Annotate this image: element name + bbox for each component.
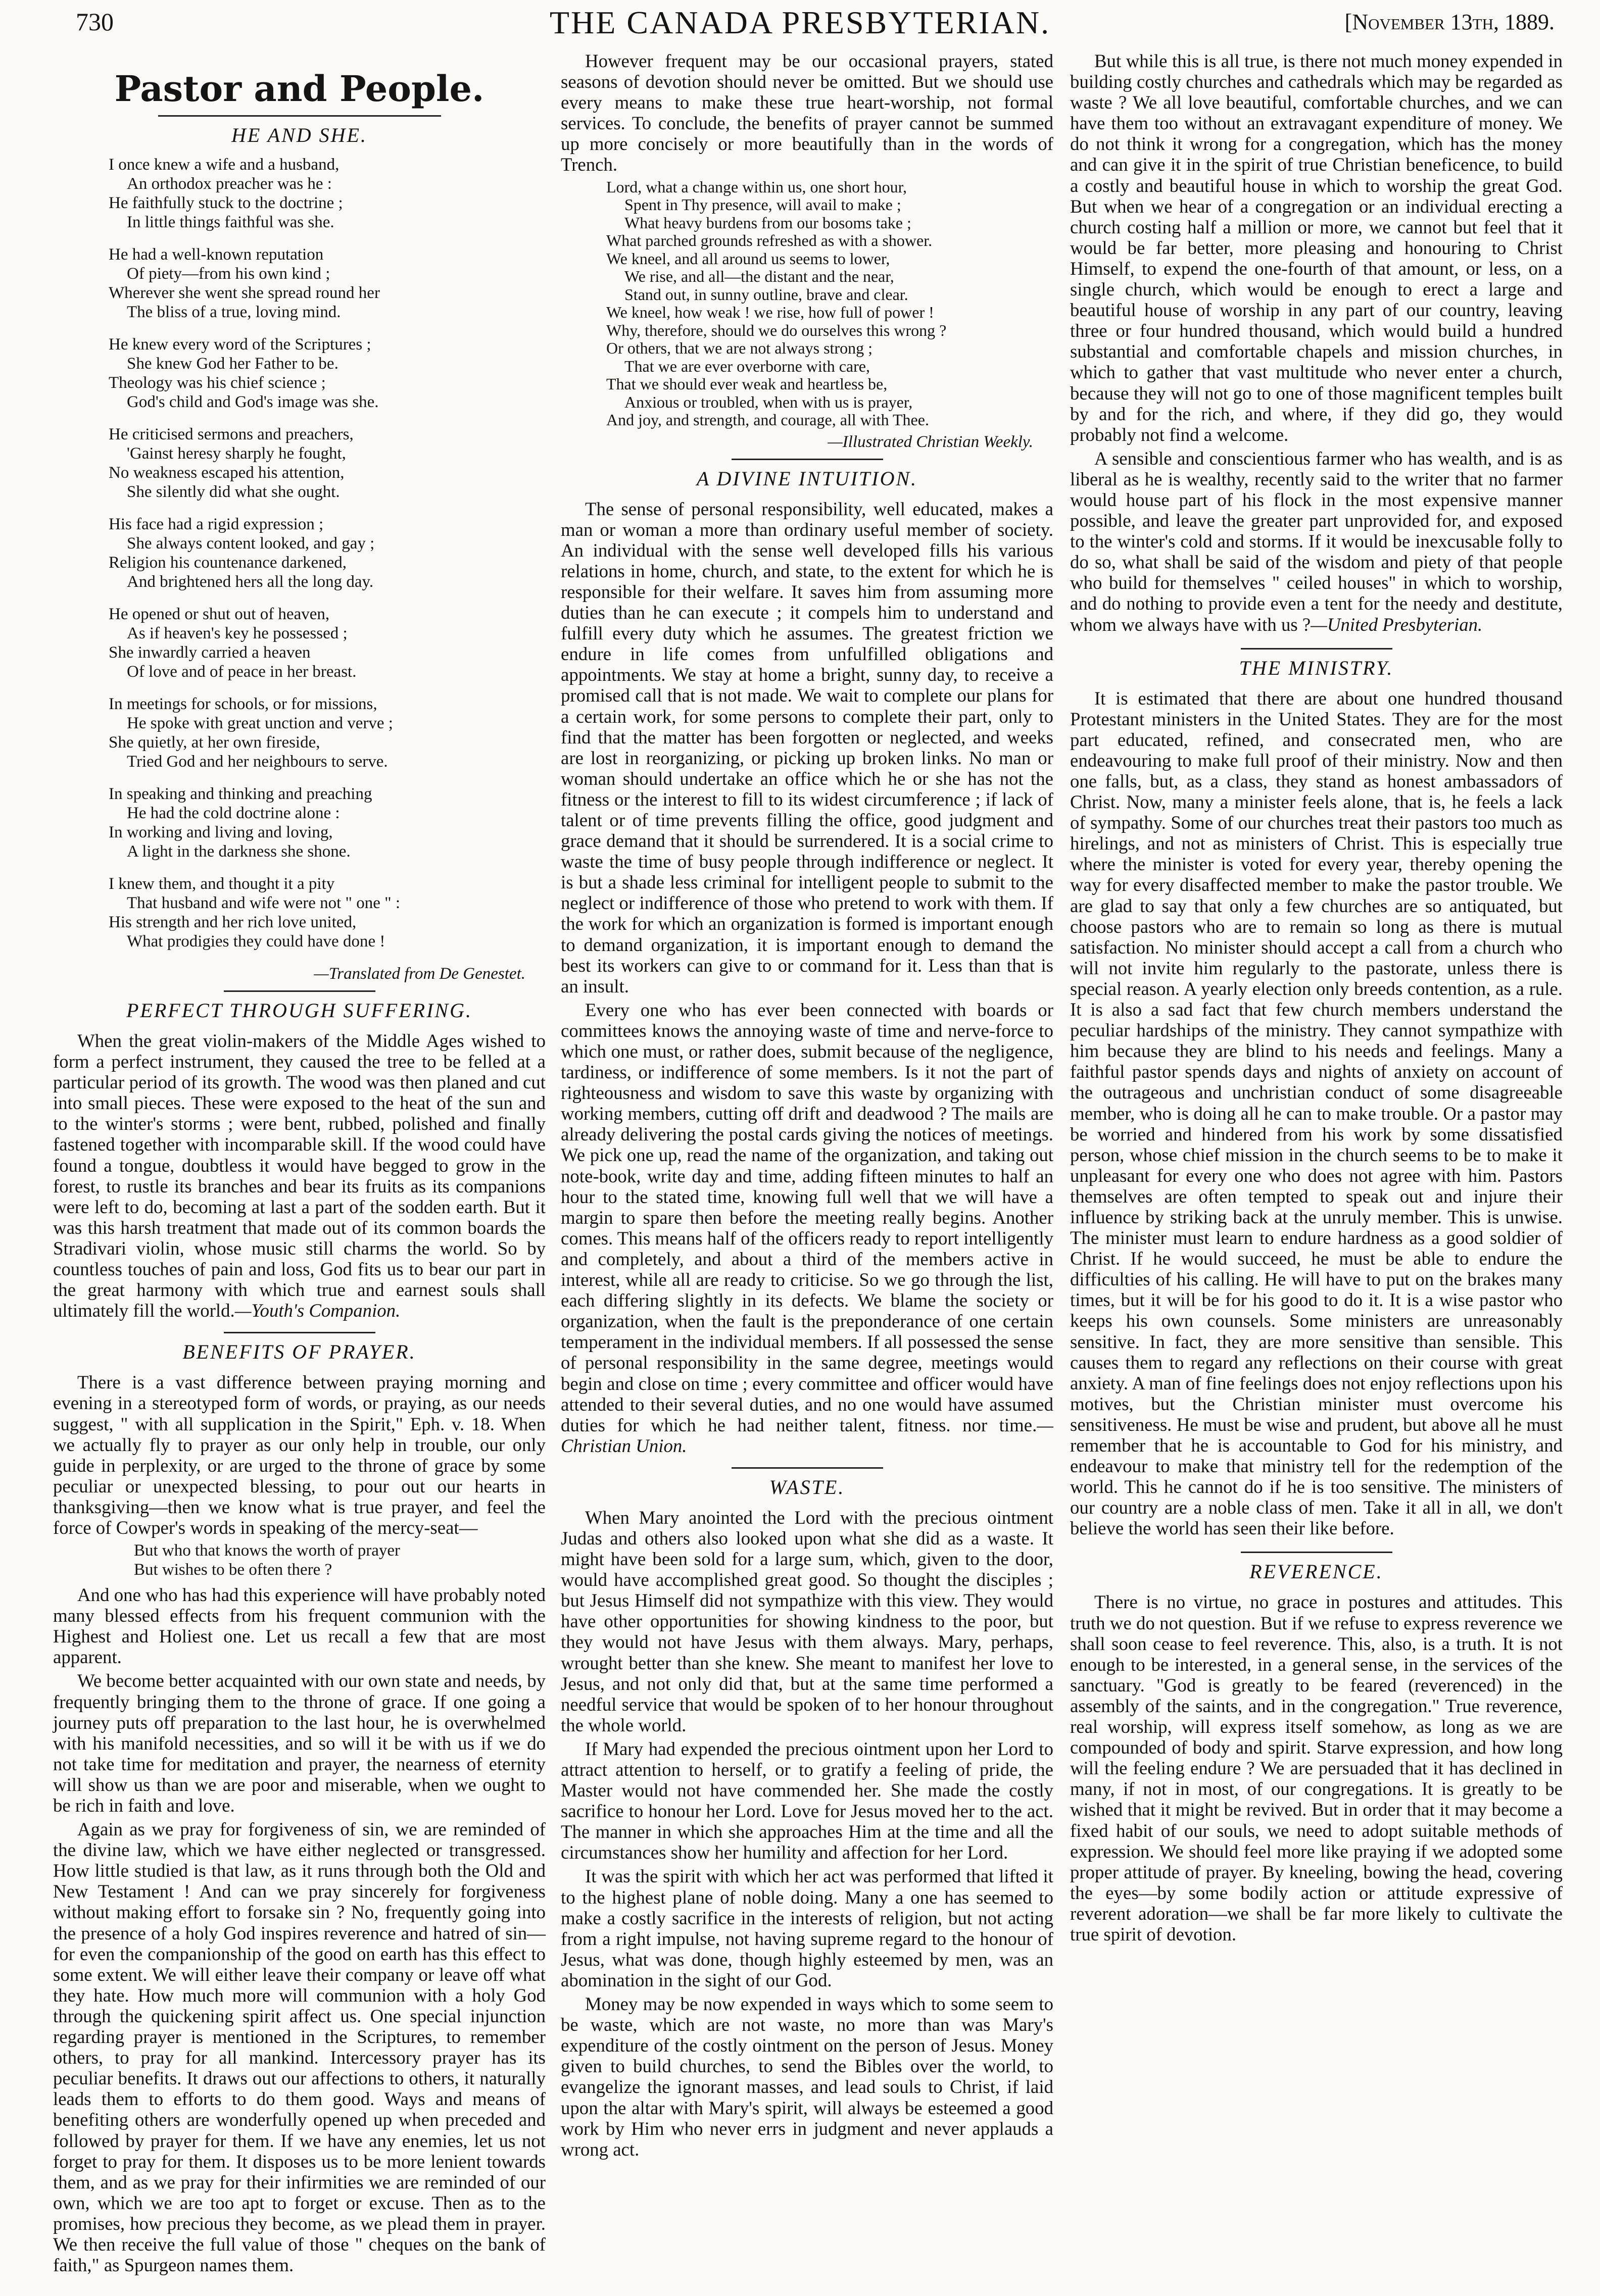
poem-line: He had the cold doctrine alone :	[127, 804, 340, 822]
article-title-divine: A DIVINE INTUITION.	[696, 467, 918, 490]
article-paragraph: The sense of personal responsibility, well educated, makes a man or woman a more than ordinary useful member of society. An individual with the sense well developed fills his various relations in home, church, and state, to the extent for which he is responsible for their welfare. It saves him from assuming more duties than he can execute ; it compels him to understand and fulfill every duty which he assumes. The greatest friction we endure in life comes from unfulfilled obligations and appointments. We stay at home a bright, sunny day, to receive a promised call that is not made. We wait to complete our plans for a certain work, for some persons to complete their part, only to find that the matter has been forgotten or neglected, and weeks are lost in reorganizing, or picking up broken links. No man or woman should undertake an office which he or she has not the fitness or the interest to fill to its widest circumference ; if lack of talent or of time prevents filling the office, good judgment and grace demand that it should be surrendered. It is a social crime to waste the time of busy people through indifference or neglect. It is but a shade less criminal for intelligent people to submit to the neglect or indifference of those who pretend to work with them. If the work for which an organization is formed is important enough to demand organization, it is important enough to demand the best its workers can give to or command for it. Less than that is an insult.	[561, 498, 1053, 996]
source-credit: —United Presbyterian.	[1311, 614, 1483, 635]
poem-line: Why, therefore, should we do ourselves this wrong ?	[606, 321, 947, 339]
poem-line: His strength and her rich love united,	[109, 913, 357, 931]
poem-stanza	[109, 605, 546, 681]
article-paragraph: It is estimated that there are about one hundred thousand Protestant ministers in the United States. They are for the most part educated, refined, and consecrated men, who are endeavouring to make full proof of their ministry. Now and then one falls, but, as a class, they stand as honest ambassadors of Christ. Now, many a minister feels alone, that is, he feels a lack of sympathy. Some of our churches treat their pastors too much as hirelings, and not as ministers of Christ. This is especially true where the minister is voted for every year, thereby opening the way for every disaffected member to make the pastor trouble. We are glad to say that only a few churches are so antiquated, but choose pastors who are to remain so long as there is mutual satisfaction. No minister should accept a call from a church who will not invite him regularly to the pastorate, unless there is special reason. A yearly election only breeds contention, as a rule. It is also a sad fact that few church members understand the peculiar hardships of the ministry. They cannot sympathize with him because they are blind to his needs and feelings. Many a faithful pastor spends days and nights of anxiety on account of the outrageous and unchristian conduct of some disagreeable member, who is doing all he can to make trouble. Or a pastor may be worried and hindered from his work by some dissatisfied person, whose chief mission in the church seems to be to make it unpleasant for every one who does not agree with him. Pastors themselves are often tempted to speak out and injure their influence by striking back at the unruly member. This is unwise. The minister must learn to endure hardness as a good soldier of Christ. If he would succeed, he must be able to endure the difficulties of his calling. He will have to put on the brakes many times, but it will be for his good to do it. It is a wise pastor who keeps his own counsels. Some ministers are unreasonably sensitive. In fact, they are more sensitive than sensible. This causes them to regard any reflections on their course with great anxiety. A man of fine feelings does not enjoy reflections upon his motives, but the Christian minister must overcome his sensitiveness. He must be wise and prudent, but above all he must remember that he is accountable to God for his ministry, and endeavour to make that ministry tell for the redemption of the world. This he cannot do if he is too sensitive. The ministers of our country are a noble class of men. Take it all in all, we don't believe the world has seen their like before.	[1070, 687, 1563, 1539]
article-paragraph: Every one who has ever been connected with boards or committees knows the annoying waste of time and nerve-force to which one must, or rather does, submit because of the negligence, tardiness, or indifference of some members. Is it not the part of righteousness and wisdom to save this waste by organizing with working members, cutting off drift and deadwood ? The mails are already delivering the postal cards giving the notices of meetings. We pick one up, read the name of the organization, and taking out note-book, write day and time, adding fifteen minutes to half an hour to the stated time, knowing full well that we will have a margin to spare then before the meeting really begins. Another comes. This means half of the officers ready to report intelligently and completely, and about a third of the members active in interest, while all are ready to criticise. So we go through the list, each differing slightly in its defects. We blame the society or organization, when the fault is the preponderance of one certain temperament in the individual members. If all possessed the sense of personal responsibility in the same degree, meetings would begin and close on time ; every committee and officer would have attended to their several duties, and no one would have assumed duties for which he had neither talent, fitness. nor time.—Christian Union.	[561, 999, 1053, 1456]
page-header	[0, 0, 1600, 56]
article-paragraph: We become better acquainted with our own state and needs, by frequently bringing them to the throne of grace. If one going a journey puts off preparation to the last hour, he is overwhelmed with his manifold necessities, and so will it be with us if we do not take time for meditation and prayer, the nearness of eternity will show us than we are poor and miserable, when we ought to be rich in faith and love.	[53, 1670, 546, 1816]
poem-line: I knew them, and thought it a pity	[109, 875, 335, 893]
poem-line: He knew every word of the Scriptures ;	[109, 335, 371, 354]
article-title-he-and-she: HE AND SHE.	[231, 124, 367, 146]
article-title-perfect: PERFECT THROUGH SUFFERING.	[126, 999, 472, 1022]
poem-line: In speaking and thinking and preaching	[109, 785, 372, 803]
poem-attribution: —Illustrated Christian Weekly.	[828, 432, 1033, 451]
poem-line: That husband and wife were not " one " :	[127, 894, 401, 912]
poem-line: He faithfully stuck to the doctrine ;	[109, 194, 343, 212]
poem-line: We kneel, and all around us seems to lower,	[606, 249, 890, 268]
poem-line: We rise, and all—the distant and the near,	[624, 267, 894, 286]
article-paragraph: However frequent may be our occasional prayers, stated seasons of devotion should never be omitted. But we should use every means to make these true heart-worship, not formal services. To conclude, the benefits of prayer cannot be summed up more concisely or more beautifully than in the words of Trench.	[561, 51, 1053, 175]
poem-line: I once knew a wife and a husband,	[109, 156, 340, 174]
page-number: 730	[76, 8, 114, 36]
poem-line: She quietly, at her own fireside,	[109, 733, 320, 752]
column-2	[561, 51, 1053, 2163]
divider	[224, 990, 375, 992]
poem-line: An orthodox preacher was he :	[127, 175, 332, 193]
issue-date: [November 13th, 1889.	[1344, 10, 1555, 34]
poem-line: She knew God her Father to be.	[127, 355, 338, 373]
article-paragraph: There is no virtue, no grace in postures and attitudes. This truth we do not question. But if we refuse to express reverence we shall soon cease to feel reverence. This, also, is a truth. It is not enough to be interested, in a general sense, in the services of the sanctuary. "God is greatly to be feared (reverenced) in the assembly of the saints, and in the congregation." True reverence, real worship, will express itself somehow, as long as we are compounded of body and spirit. Starve expression, and how long will the feeling endure ? We are persuaded that it has declined in many, if not in most, of our congregations. It is greatly to be wished that it might be revived. But in order that it may become a fixed habit of our souls, we need to adopt suitable methods of expression. We should feel more like praying if we adopted some proper attitude of prayer. By kneeling, bowing the head, covering the eyes—by some bodily action or attitude expressive of reverent adoration—we shall be far more likely to cultivate the true spirit of devotion.	[1070, 1591, 1563, 1944]
poem-line: A light in the darkness she shone.	[127, 842, 351, 861]
department-heading: Pastor and People.	[114, 68, 484, 110]
divider	[1241, 1552, 1392, 1553]
poem-line: In meetings for schools, or for missions,	[109, 695, 377, 713]
source-credit: —Youth's Companion.	[234, 1300, 401, 1321]
poem-line: Of piety—from his own kind ;	[127, 265, 330, 283]
article-paragraph: A sensible and conscientious farmer who has wealth, and is as liberal as he is wealthy, recently said to the writer that no farmer would house part of his flock in the most expensive manner possible, and leave the greater part unprovided for, and exposed to the winter's cold and storms. If it would be inexcusable folly to do so, what shall be said of the wisdom and piety of that people who build for themselves " ceiled houses" in which to worship, and do nothing to provide even a tent for the needy and destitute, whom we always have with us ?—United Presbyterian.	[1070, 447, 1563, 635]
poem-line: Or others, that we are not always strong ;	[606, 339, 872, 358]
poem-line: Stand out, in sunny outline, brave and clear.	[624, 285, 908, 304]
poem-stanza	[109, 694, 546, 771]
poem-line: He had a well-known reputation	[109, 245, 324, 264]
divider	[158, 115, 441, 117]
article-title-waste: WASTE.	[769, 1475, 845, 1499]
column-3	[1070, 51, 1563, 1948]
poem-line: Wherever she went she spread round her	[109, 284, 380, 302]
poem-stanza	[109, 155, 546, 232]
poem-line: Of love and of peace in her breast.	[127, 663, 357, 681]
poem-line: She inwardly carried a heaven	[109, 643, 311, 662]
article-paragraph: Money may be now expended in ways which to some seem to be waste, which are not waste, no more than was Mary's expenditure of the costly ointment on the person of Jesus. Money given to build churches, to send the Bibles over the world, to evangelize the ignorant masses, and lead souls to Christ, if laid upon the altar with Mary's spirit, will always be esteemed a good work by Him who never errs in judgment and never applauds a wrong act.	[561, 1993, 1053, 2160]
poem-line: Anxious or troubled, when with us is prayer,	[624, 392, 913, 411]
poem-stanza	[109, 245, 546, 322]
article-paragraph: And one who has had this experience will have probably noted many blessed effects from his frequent communion with the Highest and Holiest one. Let us recall a few that are most apparent.	[53, 1584, 546, 1668]
divider	[732, 1467, 883, 1469]
poem-line: What parched grounds refreshed as with a shower.	[606, 231, 933, 250]
article-paragraph: There is a vast difference between praying morning and evening in a stereotyped form of words, or praying, as our needs suggest, " with all supplication in the Spirit," Eph. v. 18. When we actually fly to prayer as our only help in trouble, our only guide in perplexity, or are urged to the throne of grace by some peculiar or unexpected blessing, to pour out our hearts in thanksgiving—then we know what is true prayer, and feel the force of Cowper's words in speaking of the mercy-seat—	[53, 1372, 546, 1538]
poem-stanza	[109, 784, 546, 861]
poem-stanza	[109, 874, 546, 951]
poem-line: She always content looked, and gay ;	[127, 534, 375, 553]
poem-line: The bliss of a true, loving mind.	[127, 303, 341, 321]
poem-line: He criticised sermons and preachers,	[109, 425, 354, 443]
article-title-ministry: THE MINISTRY.	[1239, 656, 1394, 679]
article-paragraph: If Mary had expended the precious ointment upon her Lord to attract attention to herself, or to gratify a feeling of pride, the Master would not have commended her. She made the costly sacrifice to honour her Lord. Love for Jesus moved her to the act. The manner in which she approaches Him at the time and all the circumstances show her humility and affection for her Lord.	[561, 1738, 1053, 1863]
poem-line: He spoke with great unction and verve ;	[127, 714, 393, 732]
article-body: When the great violin-makers of the Middle Ages wished to form a perfect instrument, they caused the tree to be felled at a particular period of its growth. The wood was then planed and cut into small pieces. These were exposed to the heat of the sun and to the winter's storms ; were bent, rubbed, polished and finally fastened together with incomparable skill. If the wood could have found a tongue, doubtless it would have begged to grow in the forest, to rustle its branches and bear its fruits as its companions were left to do, becoming at last a part of the sodden earth. But it was this harsh treatment that made out of its common boards the Stradivari violin, whose music still charms the world. So by countless touches of pain and loss, God fits us to bear our part in the great harmony with which true and earnest souls shall ultimately fill the world.—Youth's Companion.	[53, 1030, 546, 1321]
masthead-title: THE CANADA PRESBYTERIAN.	[549, 5, 1051, 40]
poem-he-and-she	[109, 155, 546, 951]
poem-line: She silently did what she ought.	[127, 483, 340, 501]
article-paragraph: Again as we pray for forgiveness of sin, we are reminded of the divine law, which we have either neglected or transgressed. How little studied is that law, as it runs through both the Old and New Testament ! And can we pray sincerely for forgiveness without making effort to forsake sin ? No, frequently going into the presence of a holy God inspires reverence and hatred of sin—for even the companionship of the good on earth has this effect to some extent. We will either leave their company or leave off what they hate. How much more will communion with a holy God through the quickening spirit affect us. One special injunction regarding prayer is mentioned in the Scriptures, to remember others, to pray for all mankind. Intercessory prayer has its peculiar benefits. It draws out our affections to others, it naturally leads them to efforts to do them good. Ways and means of benefiting others are wonderfully opened up when preceded and followed by prayer for them. If we have any enemies, let us not forget to pray for them. It disposes us to be more lenient towards them, and as we pray for their infirmities we are reminded of our own, which we are too apt to forget or excuse. Then as to the promises, how precious they become, as we plead them in prayer. We then receive the full value of those " cheques on the bank of faith," as Spurgeon names them.	[53, 1819, 546, 2276]
divider	[224, 1332, 375, 1333]
poem-line: That we are ever overborne with care,	[624, 357, 870, 375]
poem-stanza	[109, 335, 546, 412]
poem-line: As if heaven's key he possessed ;	[127, 624, 348, 642]
poem-line: Theology was his chief science ;	[109, 374, 326, 392]
divider	[1241, 648, 1392, 650]
poem-line: What heavy burdens from our bosoms take ;	[624, 213, 911, 232]
poem-stanza	[109, 425, 546, 502]
cowper-quote: But who that knows the worth of prayer But wishes to be often there ?	[134, 1541, 400, 1579]
poem-line: And joy, and strength, and courage, all with Thee.	[606, 411, 929, 429]
poem-line: That we should ever weak and heartless be,	[606, 375, 888, 393]
article-paragraph: It was the spirit with which her act was performed that lifted it to the highest plane of noble doing. Many a one has seemed to make a costly sacrifice in the interests of religion, but not acting from a right impulse, not having supreme regard to the honour of Jesus, what was done, though highly esteemed by men, was an abomination in the sight of our God.	[561, 1866, 1053, 1990]
poem-line: He opened or shut out of heaven,	[109, 605, 330, 623]
article-title-benefits: BENEFITS OF PRAYER.	[182, 1340, 416, 1364]
poem-stanza	[109, 515, 546, 591]
source-credit: —Christian Union.	[561, 1414, 1053, 1456]
poem-attribution: —Translated from De Genestet.	[314, 965, 525, 983]
poem-line: Tried God and her neighbours to serve.	[127, 753, 388, 771]
poem-line: In working and living and loving,	[109, 823, 333, 841]
divider	[732, 459, 883, 460]
poem-line: We kneel, how weak ! we rise, how full of power !	[606, 303, 934, 322]
poem-line: God's child and God's image was she.	[127, 393, 379, 411]
column-1	[53, 61, 546, 2278]
poem-line: In little things faithful was she.	[127, 213, 334, 231]
poem-line: And brightened hers all the long day.	[127, 573, 374, 591]
poem-line: Religion his countenance darkened,	[109, 554, 347, 572]
poem-line: 'Gainst heresy sharply he fought,	[127, 444, 346, 463]
poem-trench	[606, 178, 1053, 429]
poem-line: Lord, what a change within us, one short hour,	[606, 177, 907, 196]
article-title-reverence: REVERENCE.	[1249, 1560, 1383, 1583]
article-paragraph: But while this is all true, is there not much money expended in building costly churches and cathedrals which may be regarded as waste ? We all love beautiful, comfortable churches, and we can have them too without an extravagant expenditure of money. We do not think it wrong for a congregation, which has the money and can give it in the spirit of true Christian beneficence, to build a costly and beautiful house in which to worship the great God. But when we hear of a congregation or an individual erecting a church costing half a million or more, we cannot but feel that it would be far better, more pleasing and honouring to Christ Himself, to expend the one-fourth of that amount, or less, on a single church, which would be enough to erect a large and beautiful house of worship in any part of our country, leaving three or four hundred thousand, which would build a hundred substantial and comfortable chapels and mission churches, in which to gather that vast multitude who never enter a church, because they will not go to one of those magnificent temples built by and for the rich, and where, if they did go, they would probably not find a welcome.	[1070, 51, 1563, 445]
poem-line: His face had a rigid expression ;	[109, 515, 324, 533]
poem-line: No weakness escaped his attention,	[109, 464, 345, 482]
poem-line: What prodigies they could have done !	[127, 932, 385, 951]
poem-line: Spent in Thy presence, will avail to make ;	[624, 195, 901, 214]
article-paragraph: When Mary anointed the Lord with the precious ointment Judas and others also looked upon what she did as a waste. It might have been sold for a large sum, which, given to the door, would have accomplished great good. So thought the disciples ; but Jesus Himself did not sympathize with this view. They would have other opportunities for showing kindness to the poor, but they would not have Jesus with them always. Mary, perhaps, wrought better than she knew. She meant to manifest her love to Jesus, and not only did that, but at the same time performed a needful service that would be spoken of to her honour throughout the whole world.	[561, 1507, 1053, 1735]
